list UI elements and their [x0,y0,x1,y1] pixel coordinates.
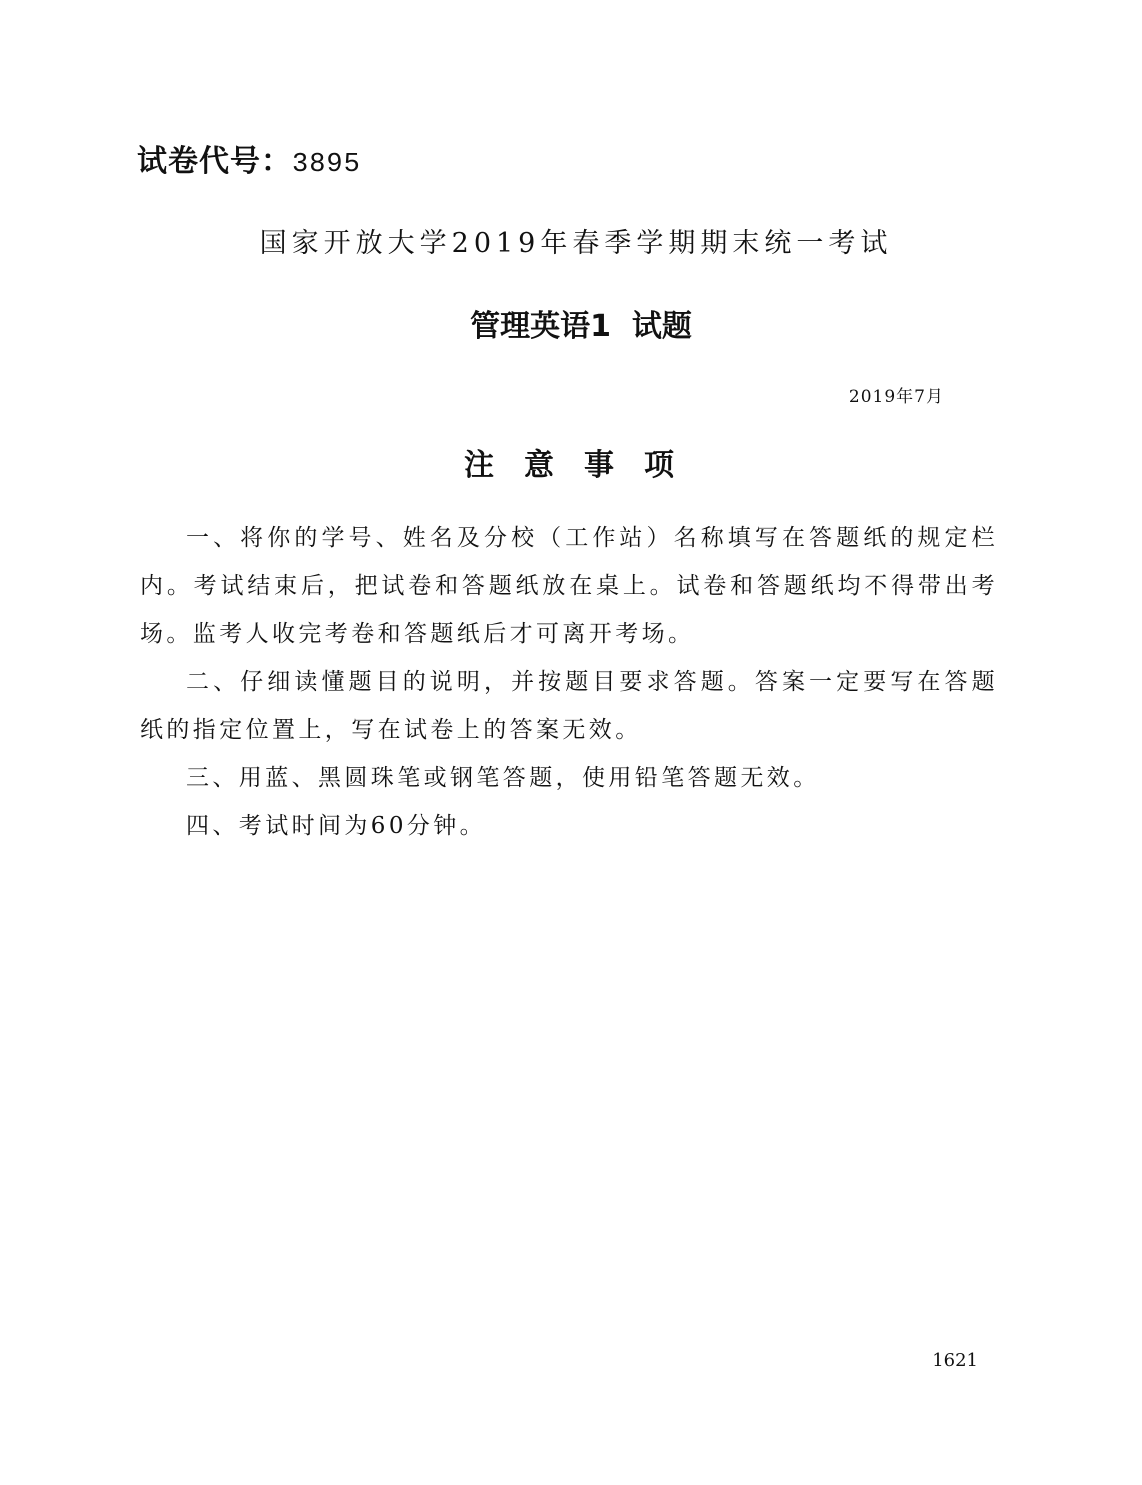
subject-title: 管理英语1 试题 [470,309,692,344]
notice-item-1: 一、将你的学号、姓名及分校（工作站）名称填写在答题纸的规定栏内。考试结束后，把试卷和答题纸放在桌上。试卷和答题纸均不得带出考场。监考人收完考卷和答题纸后才可离开考场。 [140,525,998,647]
exam-date: 2019年7月 [848,387,944,407]
page-number: 1621 [932,1350,978,1371]
exam-title: 国家开放大学2019年春季学期期末统一考试 [259,228,893,259]
notice-body [140,514,998,850]
notice-title: 注意事项 [464,448,704,483]
paper-code [137,140,361,187]
notice-item-2: 二、仔细读懂题目的说明，并按题目要求答题。答案一定要写在答题纸的指定位置上，写在试卷上的答案无效。 [140,669,998,743]
paper-code-label: 试卷代号： [137,144,292,179]
paper-code-number: 3895 [292,150,361,180]
notice-item-3: 三、用蓝、黑圆珠笔或钢笔答题，使用铅笔答题无效。 [186,765,820,791]
notice-item-4: 四、考试时间为60分钟。 [186,813,487,839]
